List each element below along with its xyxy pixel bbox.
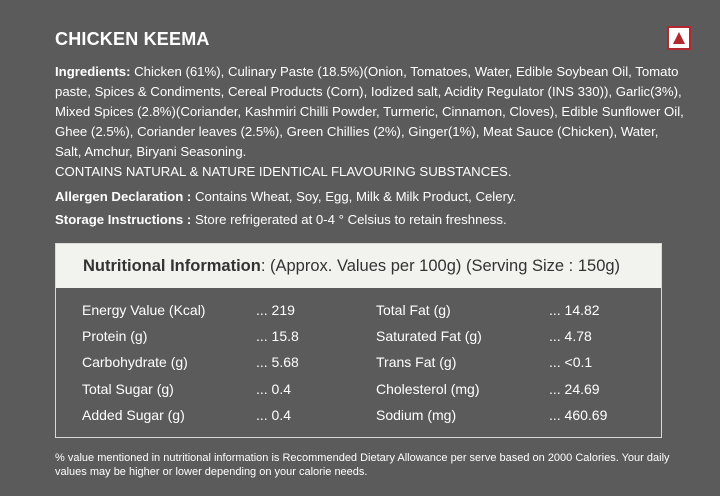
nutrient-name: Protein (g) — [82, 328, 148, 345]
ingredients-label: Ingredients: — [55, 64, 131, 79]
storage-text: Store refrigerated at 0-4 ° Celsius to retain freshness. — [194, 212, 507, 227]
nutrient-name: Added Sugar (g) — [82, 406, 185, 423]
nutrition-heading: Nutritional Information — [83, 257, 261, 275]
nutrient-name: Total Sugar (g) — [82, 380, 174, 397]
nutrient-value: ... <0.1 — [549, 354, 593, 371]
nutrient-name: Carbohydrate (g) — [82, 354, 188, 371]
allergen-declaration — [55, 187, 516, 207]
non-veg-triangle-icon — [667, 26, 691, 50]
allergen-label: Allergen Declaration : — [55, 189, 192, 204]
nutrient-name: Cholesterol (mg) — [376, 380, 480, 397]
nutrient-name: Energy Value (Kcal) — [82, 302, 206, 318]
nutrient-value: ... 0.4 — [256, 406, 292, 423]
storage-label: Storage Instructions : — [55, 212, 192, 227]
product-title: CHICKEN KEEMA — [55, 29, 210, 49]
nutrition-table — [55, 243, 662, 438]
nutrition-header — [56, 244, 661, 288]
nutrition-subheading: : (Approx. Values per 100g) (Serving Size : 150g) — [260, 257, 621, 275]
storage-instructions — [55, 210, 507, 230]
flavouring-note: CONTAINS NATURAL & NATURE IDENTICAL FLAVOURING SUBSTANCES. — [55, 164, 512, 179]
nutrient-name: Trans Fat (g) — [376, 354, 457, 371]
nutrient-value: ... 24.69 — [549, 380, 600, 397]
nutrient-name: Saturated Fat (g) — [376, 328, 482, 345]
nutrient-name: Total Fat (g) — [376, 302, 451, 318]
nutrient-value: ... 5.68 — [256, 354, 299, 371]
ingredients-section — [55, 62, 685, 182]
ingredients-text: Chicken (61%), Culinary Paste (18.5%)(Onion, Tomatoes, Water, Edible Soybean Oil, Tomato paste, Spices & Condiments, Cereal Products (Corn), Iodized salt, Acidity Regulator (INS 330)), Garlic(3%), Mixed Spices (2.8%)(Coriander, Kashmiri Chilli Powder, Turmeric, Cinnamon, Cloves), Edible Sunflower Oil, Ghee (2.5%), Coriander leaves (2.5%), Green Chillies (2%), Ginger(1%), Meat Sauce (Chicken), Water, Salt, Amchur, Biryani Seasoning. — [55, 64, 684, 159]
nutrient-value: ... 15.8 — [256, 328, 299, 345]
nutrient-name: Sodium (mg) — [376, 406, 457, 423]
allergen-text: Contains Wheat, Soy, Egg, Milk & Milk Product, Celery. — [194, 189, 517, 204]
rda-footnote: % value mentioned in nutritional information is Recommended Dietary Allowance per serve based on 2000 Calories. Your daily values may be higher or lower depending on your calorie needs. — [55, 452, 670, 478]
nutrient-value: ... 4.78 — [549, 328, 592, 345]
nutrient-value: ... 460.69 — [549, 406, 608, 423]
nutrient-value: ... 0.4 — [256, 380, 292, 397]
nutrient-value: ... 14.82 — [549, 302, 600, 318]
nutrient-value: ... 219 — [256, 302, 295, 318]
